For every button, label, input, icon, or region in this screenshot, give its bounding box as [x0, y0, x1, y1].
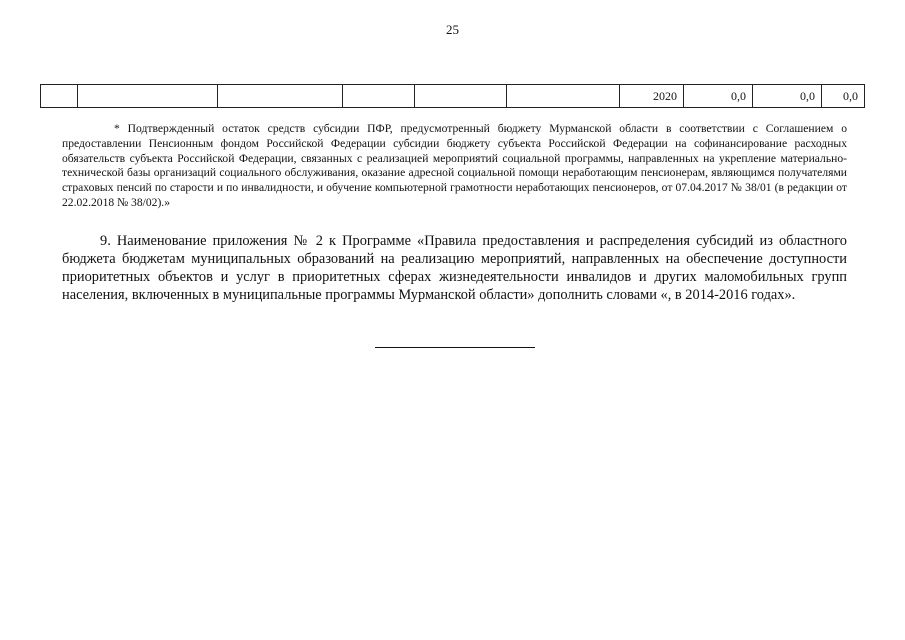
- table-cell-4: [343, 85, 415, 108]
- table-cell-value-2: 0,0: [753, 85, 822, 108]
- table-cell-2: [78, 85, 218, 108]
- table-row: [41, 85, 865, 108]
- separator-line: [375, 347, 535, 348]
- table-cell-value-1: 0,0: [684, 85, 753, 108]
- table-cell-1: [41, 85, 78, 108]
- amendment-paragraph: 9. Наименование приложения № 2 к Программе «Правила предоставления и распределения субсидий из областного бюджета бюджетам муниципальных образований на реализацию мероприятий, направленных на обеспечение доступности приоритетных объектов и услуг в приоритетных сферах жизнедеятельности инвалидов и других маломобильных групп населения, включенных в муниципальные программы Мурманской области» дополнить словами «, в 2014-2016 годах».: [62, 233, 847, 303]
- table-cell-value-3: 0,0: [822, 85, 865, 108]
- page-number: 25: [446, 22, 459, 37]
- budget-table: [40, 84, 865, 108]
- table-cell-3: [218, 85, 343, 108]
- footnote: * Подтвержденный остаток средств субсидии ПФР, предусмотренный бюджету Мурманской области в соответствии с Соглашением о предоставлении Пенсионным фондом Российской Федерации субсидии бюджету субъекта Российской Федерации на софинансирование расходных обязательств субъекта Российской Федерации, связанных с реализацией мероприятий социальной программы, направленных на укрепление материально-технической базы организаций социального обслуживания, оказание адресной социальной помощи неработающим пенсионерам, являющимся получателями страховых пенсий по старости и по инвалидности, и обучение компьютерной грамотности неработающих пенсионеров, от 07.04.2017 № 38/01 (в редакции от 22.02.2018 № 38/02).»: [62, 122, 847, 209]
- table-cell-year: 2020: [620, 85, 684, 108]
- table-cell-6: [507, 85, 620, 108]
- table-cell-5: [415, 85, 507, 108]
